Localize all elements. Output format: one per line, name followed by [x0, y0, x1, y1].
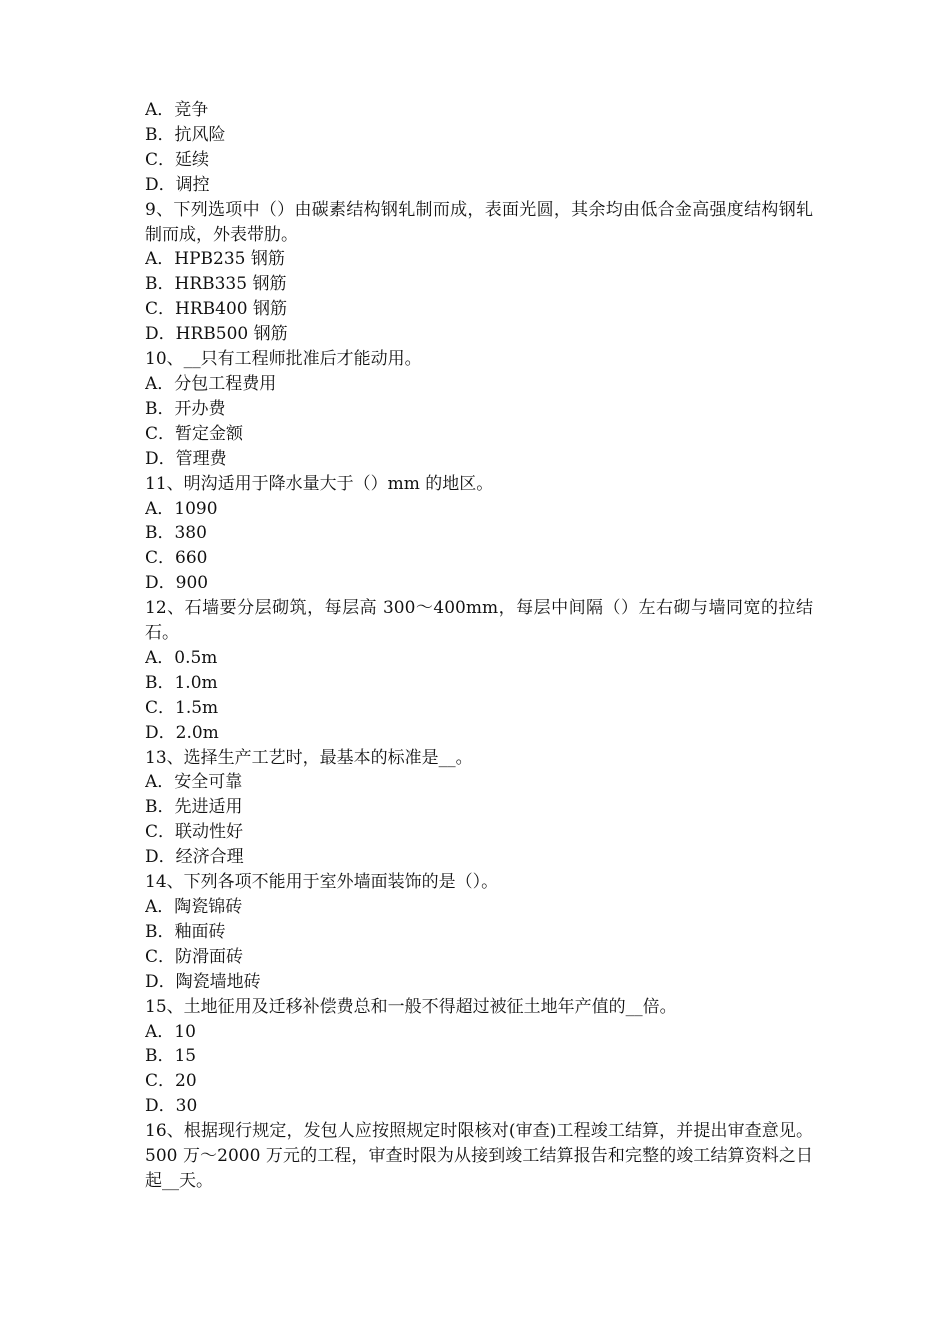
option-line: A．1090 [145, 498, 218, 519]
option-line: A．分包工程费用 [145, 373, 277, 394]
question-11: 11、明沟适用于降水量大于（）mm 的地区。 [145, 473, 494, 494]
option-line: D．900 [145, 573, 209, 594]
option-line: D．30 [145, 1096, 198, 1117]
option-line: B．先进适用 [145, 797, 243, 818]
option-line: B．开办费 [145, 398, 226, 419]
option-line: B．HRB335 钢筋 [145, 274, 287, 295]
option-line: C．延续 [145, 149, 210, 170]
option-line: B．釉面砖 [145, 921, 226, 942]
option-line: D．管理费 [145, 448, 227, 469]
option-line: D．调控 [145, 174, 210, 195]
option-line: A．陶瓷锦砖 [145, 897, 243, 917]
option-line: C．暂定金额 [145, 423, 244, 444]
option-line: A．HPB235 钢筋 [145, 249, 285, 270]
option-line: C．防滑面砖 [145, 946, 244, 967]
option-line: B．1.0m [145, 672, 218, 693]
question-14: 14、下列各项不能用于室外墙面装饰的是（）。 [145, 872, 499, 893]
option-line: D．陶瓷墙地砖 [145, 971, 261, 992]
option-line: C．HRB400 钢筋 [145, 299, 287, 320]
option-line: A．0.5m [145, 647, 218, 668]
question-9: 9、下列选项中（）由碳素结构钢轧制而成，表面光圆，其余均由低合金高强度结构钢轧制而成，外表带肋。 [145, 199, 813, 245]
option-line: C．20 [145, 1071, 197, 1092]
question-10: 10、__只有工程师批准后才能动用。 [145, 349, 422, 370]
option-line: C．660 [145, 548, 208, 569]
question-15: 15、土地征用及迁移补偿费总和一般不得超过被征土地年产值的__倍。 [145, 996, 677, 1017]
option-line: A．10 [145, 1021, 196, 1042]
option-line: D．HRB500 钢筋 [145, 324, 288, 345]
option-line: B．380 [145, 523, 207, 544]
question-13: 13、选择生产工艺时，最基本的标准是__。 [145, 747, 473, 768]
option-line: D．经济合理 [145, 847, 244, 868]
option-line: C．1.5m [145, 697, 219, 718]
document-body [145, 98, 813, 1194]
option-line: A．安全可靠 [145, 772, 243, 793]
option-line: B．15 [145, 1046, 197, 1067]
option-line: A．竞争 [145, 100, 209, 120]
option-line: D．2.0m [145, 722, 219, 743]
option-line: B．抗风险 [145, 124, 226, 145]
question-16: 16、根据现行规定，发包人应按照规定时限核对(审查)工程竣工结算，并提出审查意见。500 万～2000 万元的工程，审查时限为从接到竣工结算报告和完整的竣工结算资料之日起__天。 [145, 1121, 813, 1191]
question-12: 12、石墙要分层砌筑，每层高 300～400mm，每层中间隔（）左右砌与墙同宽的拉结石。 [145, 598, 813, 644]
option-line: C．联动性好 [145, 822, 244, 843]
